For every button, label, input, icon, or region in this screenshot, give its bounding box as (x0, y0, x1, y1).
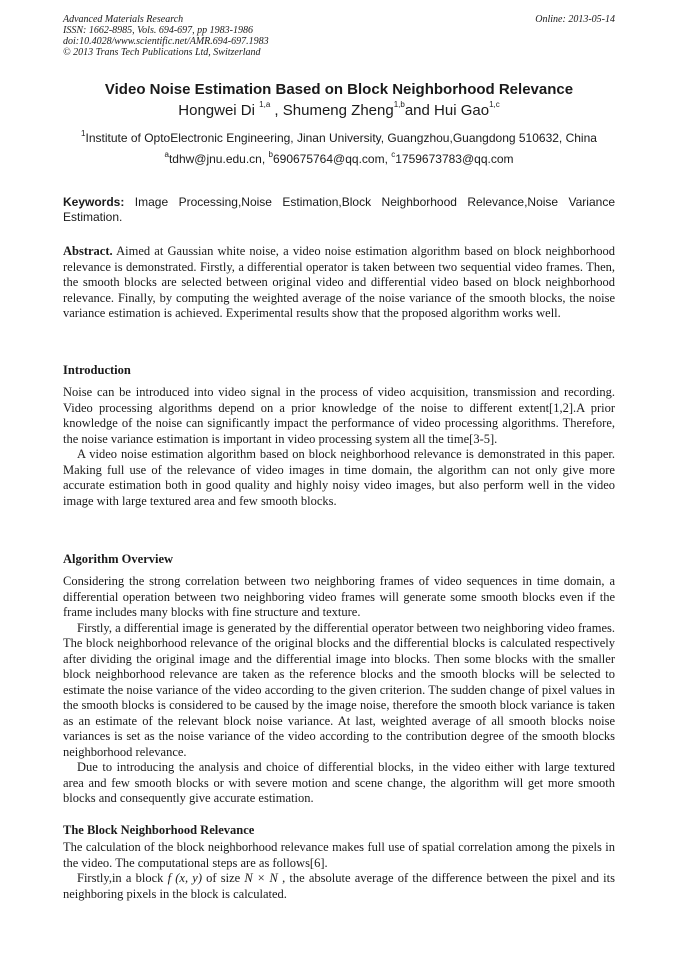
author-separator: and (404, 102, 435, 119)
abstract-label: Abstract. (63, 244, 113, 258)
author-sup: 1,c (489, 100, 500, 109)
section-heading-introduction: Introduction (63, 363, 131, 377)
math-expression: N × N (244, 871, 278, 885)
introduction-body (63, 385, 615, 509)
journal-name: Advanced Materials Research (63, 14, 184, 25)
journal-header (63, 14, 615, 58)
author-name: Shumeng Zheng (282, 102, 394, 119)
text-run: of size (201, 871, 245, 885)
email-link[interactable]: 690675764@qq.com, (272, 152, 392, 166)
abstract (63, 244, 615, 322)
keywords-label: Keywords: (63, 195, 125, 209)
journal-doi: doi:10.4028/www.scientific.net/AMR.694-697.1983 (63, 36, 269, 47)
email-link[interactable]: tdhw@jnu.edu.cn, (168, 152, 269, 166)
keywords (63, 195, 615, 225)
email-list (40, 152, 638, 166)
author-name: Hui Gao (434, 102, 490, 119)
abstract-text: Aimed at Gaussian white noise, a video noise estimation algorithm based on block neighborhood relevance is demonstrated. Firstly, a differential operator is taken between two sequential video frames. Then, the smooth blocks are selected between original video and differential video based on block neighborhood relevance. Finally, by computing the weighted average of the noise variance of the smooth blocks, the noise variance estimation is achieved. Experimental results show that the proposed algorithm works well. (63, 244, 615, 320)
affiliation-sup: 1 (81, 129, 86, 138)
author-sup: 1,b (393, 100, 405, 109)
relevance-body (63, 840, 615, 902)
email-sup: a (164, 150, 169, 159)
subsection-heading-relevance: The Block Neighborhood Relevance (63, 823, 255, 837)
paper-title: Video Noise Estimation Based on Block Neighborhood Relevance (104, 81, 574, 98)
email-link[interactable]: 1759673783@qq.com (395, 152, 514, 166)
journal-copyright: © 2013 Trans Tech Publications Ltd, Switzerland (63, 47, 261, 58)
keywords-text: Image Processing,Noise Estimation,Block Neighborhood Relevance,Noise Variance Estimation. (63, 195, 615, 224)
email-sup: c (391, 150, 396, 159)
affiliation (40, 131, 638, 145)
paragraph: Noise can be introduced into video signal in the process of video acquisition, transmission and recording. Video processing algorithms depend on a prior knowledge of the noise to different extent[1,2].A prior knowledge of the noise can significantly impact the performance of video processing algorithms. Therefore, the noise variance estimation is important in video processing system all the time[3-5]. (63, 385, 615, 446)
affiliation-text: Institute of OptoElectronic Engineering, Jinan University, Guangzhou,Guangdong 510632, China (85, 131, 597, 145)
paragraph: Firstly, a differential image is generated by the differential operator between two neighboring video frames. The block neighborhood relevance of the original blocks and the differential blocks is calculated respectively after dividing the original image and the differential image into blocks. Then some blocks with the smaller block neighborhood relevance are taken as the reference blocks and the smooth blocks will be selected to estimate the noise variance of the video according to the given criterion. The sudden change of pixel values in the smooth blocks is considered to be caused by the image noise, therefore the smooth block variance is taken as an estimate of the relevant block noise variance. At last, weighted average of all smooth blocks noise variances is set as the noise variance of the video according to the contribution degree of the smooth blocks neighborhood relevance. (63, 620, 615, 759)
author-separator: , (270, 102, 283, 119)
text-run: , the absolute average of the difference between the pixel and its neighboring pixels in the block is calculated. (63, 871, 615, 901)
paragraph: The calculation of the block neighborhood relevance makes full use of spatial correlation among the pixels in the video. The computational steps are as follows[6]. (63, 840, 615, 870)
paragraph (63, 871, 615, 902)
author-list (40, 102, 638, 119)
email-sup: b (268, 150, 273, 159)
online-date: Online: 2013-05-14 (535, 14, 615, 25)
overview-body (63, 574, 615, 807)
journal-issn: ISSN: 1662-8985, Vols. 694-697, pp 1983-1986 (63, 25, 253, 36)
paragraph: A video noise estimation algorithm based on block neighborhood relevance is demonstrated in this paper. Making full use of the relevance of video images in time domain, the algorithm can not only give more accurate estimation both in good quality and highly noisy video images, but also perform well in the video image with large textured area and few smooth blocks. (63, 447, 615, 508)
paragraph: Due to introducing the analysis and choice of differential blocks, in the video either with large textured area and few smooth blocks or with severe motion and scene change, the algorithm will get more smooth blocks and consequently give accurate estimation. (63, 760, 615, 805)
text-run: Firstly,in a block (77, 871, 168, 885)
section-heading-overview: Algorithm Overview (63, 552, 174, 566)
author-sup: 1,a (259, 100, 271, 109)
math-expression: f (x, y) (167, 871, 202, 885)
paragraph: Considering the strong correlation between two neighboring frames of video sequences in time domain, a differential operation between two neighboring video frames will generate some smooth blocks even if the frame includes many blocks with fine structure and texture. (63, 574, 615, 619)
author-name: Hongwei Di (178, 102, 255, 119)
